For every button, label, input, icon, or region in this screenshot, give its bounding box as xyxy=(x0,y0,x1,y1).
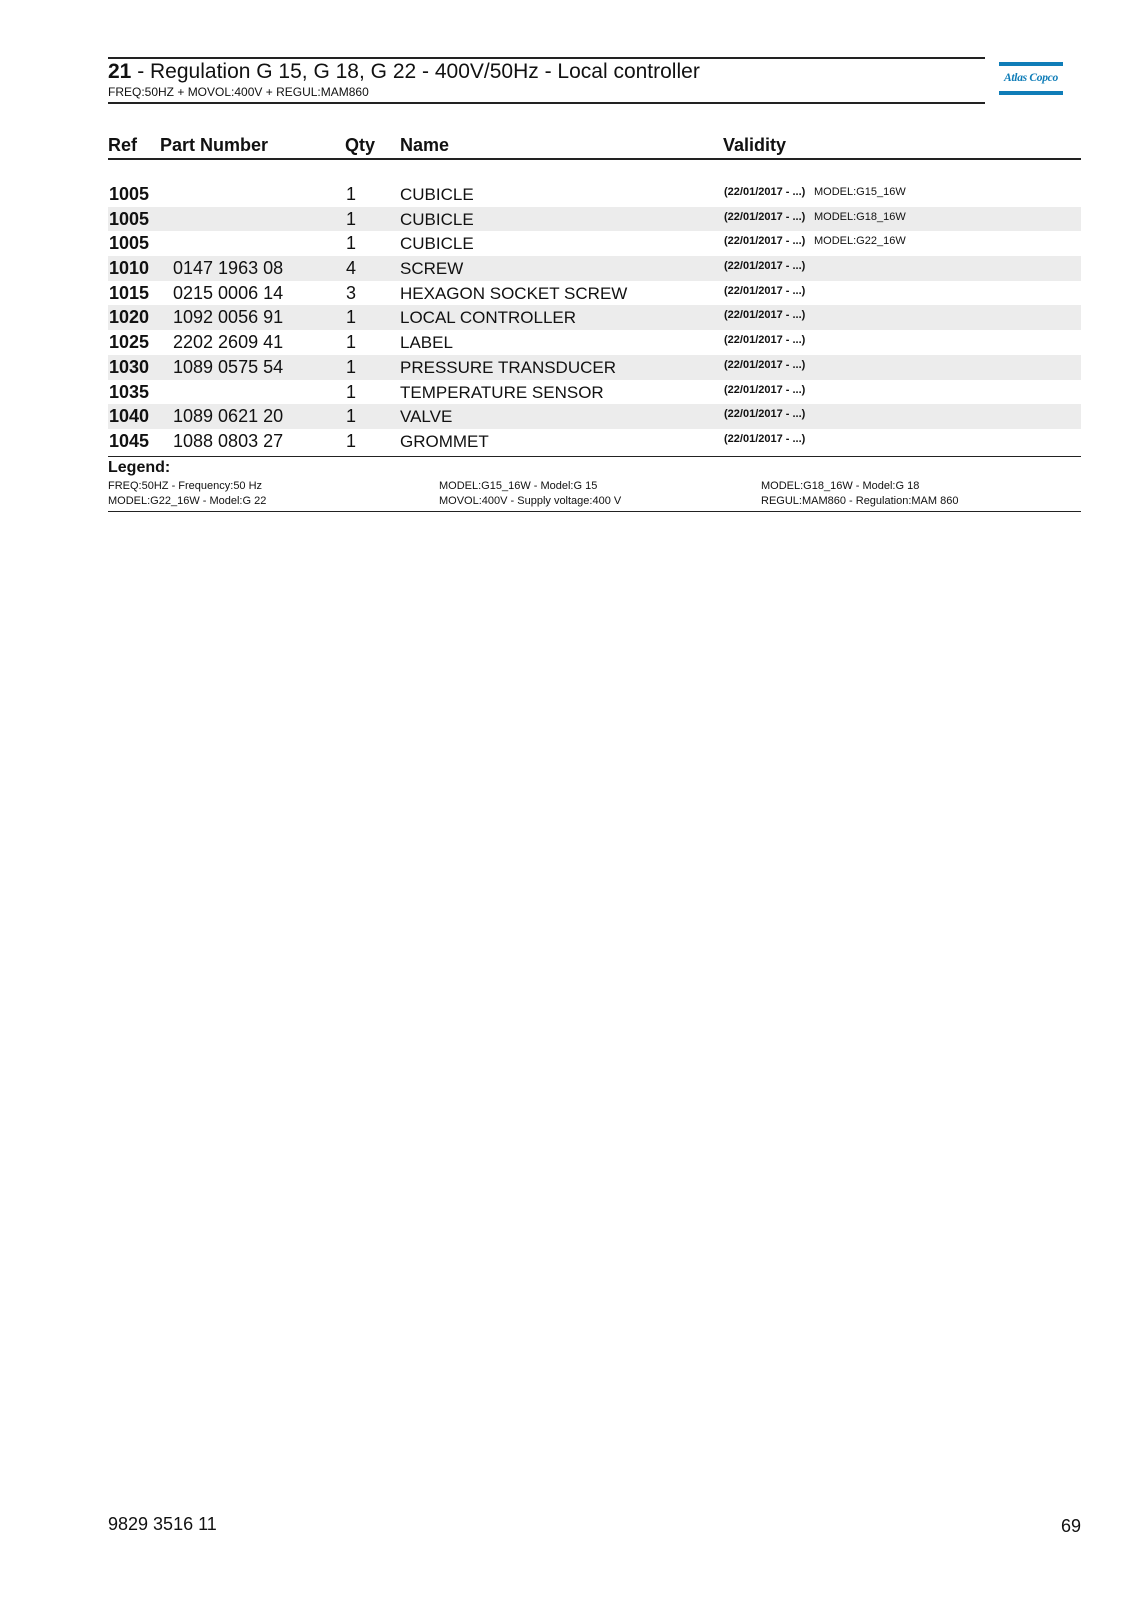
column-header-part-number: Part Number xyxy=(160,135,269,155)
table-row xyxy=(108,355,1081,380)
row-qty: 1 xyxy=(346,381,357,402)
row-name: PRESSURE TRANSDUCER xyxy=(400,357,617,377)
row-qty: 4 xyxy=(346,258,357,279)
row-qty: 1 xyxy=(346,208,357,229)
row-qty: 1 xyxy=(346,332,357,353)
row-validity-date: (22/01/2017 - ...) xyxy=(724,334,806,347)
row-validity-date: (22/01/2017 - ...) xyxy=(724,309,806,322)
legend-title: Legend: xyxy=(108,459,171,476)
document-number: 9829 3516 11 xyxy=(108,1514,217,1534)
table-row xyxy=(108,281,1081,306)
table-row xyxy=(108,330,1081,355)
legend-item: FREQ:50HZ - Frequency:50 Hz xyxy=(108,480,263,492)
page-title xyxy=(108,60,700,84)
row-qty: 1 xyxy=(346,233,357,254)
table-row xyxy=(108,429,1081,454)
column-header-name: Name xyxy=(400,135,450,155)
row-ref: 1040 xyxy=(109,406,150,427)
row-part-number: 1088 0803 27 xyxy=(173,430,284,451)
row-qty: 1 xyxy=(346,184,357,204)
legend-item: MOVOL:400V - Supply voltage:400 V xyxy=(439,495,622,507)
row-part-number: 1089 0621 20 xyxy=(173,406,284,427)
column-header-ref: Ref xyxy=(108,135,138,155)
row-part-number: 0215 0006 14 xyxy=(173,282,284,303)
row-qty: 1 xyxy=(346,406,357,427)
page-subtitle: FREQ:50HZ + MOVOL:400V + REGUL:MAM860 xyxy=(108,85,369,99)
legend-item: MODEL:G22_16W - Model:G 22 xyxy=(108,495,267,507)
row-part-number: 1092 0056 91 xyxy=(173,307,284,328)
row-part-number: 2202 2609 41 xyxy=(173,332,284,353)
row-name: LABEL xyxy=(400,333,453,353)
row-validity-date: (22/01/2017 - ...) xyxy=(724,210,806,223)
table-row xyxy=(108,380,1081,405)
legend-item: MODEL:G18_16W - Model:G 18 xyxy=(761,480,920,492)
row-name: CUBICLE xyxy=(400,234,474,254)
row-name: SCREW xyxy=(400,259,464,279)
row-ref: 1020 xyxy=(109,307,150,328)
row-validity-date: (22/01/2017 - ...) xyxy=(724,408,806,421)
row-ref: 1005 xyxy=(109,233,150,254)
row-ref: 1030 xyxy=(109,356,150,377)
row-ref: 1005 xyxy=(109,208,150,229)
atlas-copco-logo xyxy=(999,62,1063,95)
legend-item: MODEL:G15_16W - Model:G 15 xyxy=(439,480,598,492)
table-row xyxy=(108,207,1081,232)
row-name: TEMPERATURE SENSOR xyxy=(400,382,604,402)
row-name: GROMMET xyxy=(400,431,489,451)
table-row xyxy=(108,305,1081,330)
row-ref: 1015 xyxy=(109,282,150,303)
row-validity-date: (22/01/2017 - ...) xyxy=(724,358,806,371)
row-validity-model: MODEL:G15_16W xyxy=(814,186,906,198)
row-name: CUBICLE xyxy=(400,185,474,204)
row-name: HEXAGON SOCKET SCREW xyxy=(400,283,628,303)
row-qty: 1 xyxy=(346,430,357,451)
row-ref: 1010 xyxy=(109,258,150,279)
logo-bottom-bar xyxy=(999,91,1063,95)
row-qty: 1 xyxy=(346,356,357,377)
column-header-qty: Qty xyxy=(345,135,376,155)
section-number: 21 xyxy=(108,60,132,83)
row-ref: 1005 xyxy=(109,184,150,204)
row-validity-model: MODEL:G18_16W xyxy=(814,210,906,223)
table-row xyxy=(108,231,1081,256)
column-header-validity: Validity xyxy=(723,135,787,155)
section-title: - Regulation G 15, G 18, G 22 - 400V/50Hz - Local controller xyxy=(131,60,700,83)
row-name: VALVE xyxy=(400,407,453,427)
row-validity-date: (22/01/2017 - ...) xyxy=(724,186,806,198)
row-validity-date: (22/01/2017 - ...) xyxy=(724,432,806,445)
row-validity-date: (22/01/2017 - ...) xyxy=(724,383,806,396)
row-ref: 1025 xyxy=(109,332,150,353)
table-row xyxy=(108,256,1081,281)
parts-table xyxy=(108,182,1081,454)
row-qty: 3 xyxy=(346,282,357,303)
row-validity-date: (22/01/2017 - ...) xyxy=(724,284,806,297)
logo-wordmark: Atlas Copco xyxy=(1004,72,1058,84)
legend xyxy=(108,456,1081,512)
row-part-number: 0147 1963 08 xyxy=(173,258,284,279)
row-qty: 1 xyxy=(346,307,357,328)
row-name: CUBICLE xyxy=(400,209,474,229)
row-validity-date: (22/01/2017 - ...) xyxy=(724,235,806,248)
row-ref: 1035 xyxy=(109,381,150,402)
page-number: 69 xyxy=(1060,1516,1081,1536)
table-row xyxy=(108,404,1081,429)
page-header xyxy=(108,57,985,104)
row-validity-model: MODEL:G22_16W xyxy=(814,235,906,248)
row-part-number: 1089 0575 54 xyxy=(173,356,284,377)
legend-item: REGUL:MAM860 - Regulation:MAM 860 xyxy=(761,495,959,507)
row-validity-date: (22/01/2017 - ...) xyxy=(724,260,806,273)
table-row xyxy=(108,182,1081,207)
logo-top-bar xyxy=(999,62,1063,66)
row-name: LOCAL CONTROLLER xyxy=(400,308,577,328)
table-header xyxy=(108,132,1081,160)
row-ref: 1045 xyxy=(109,430,150,451)
